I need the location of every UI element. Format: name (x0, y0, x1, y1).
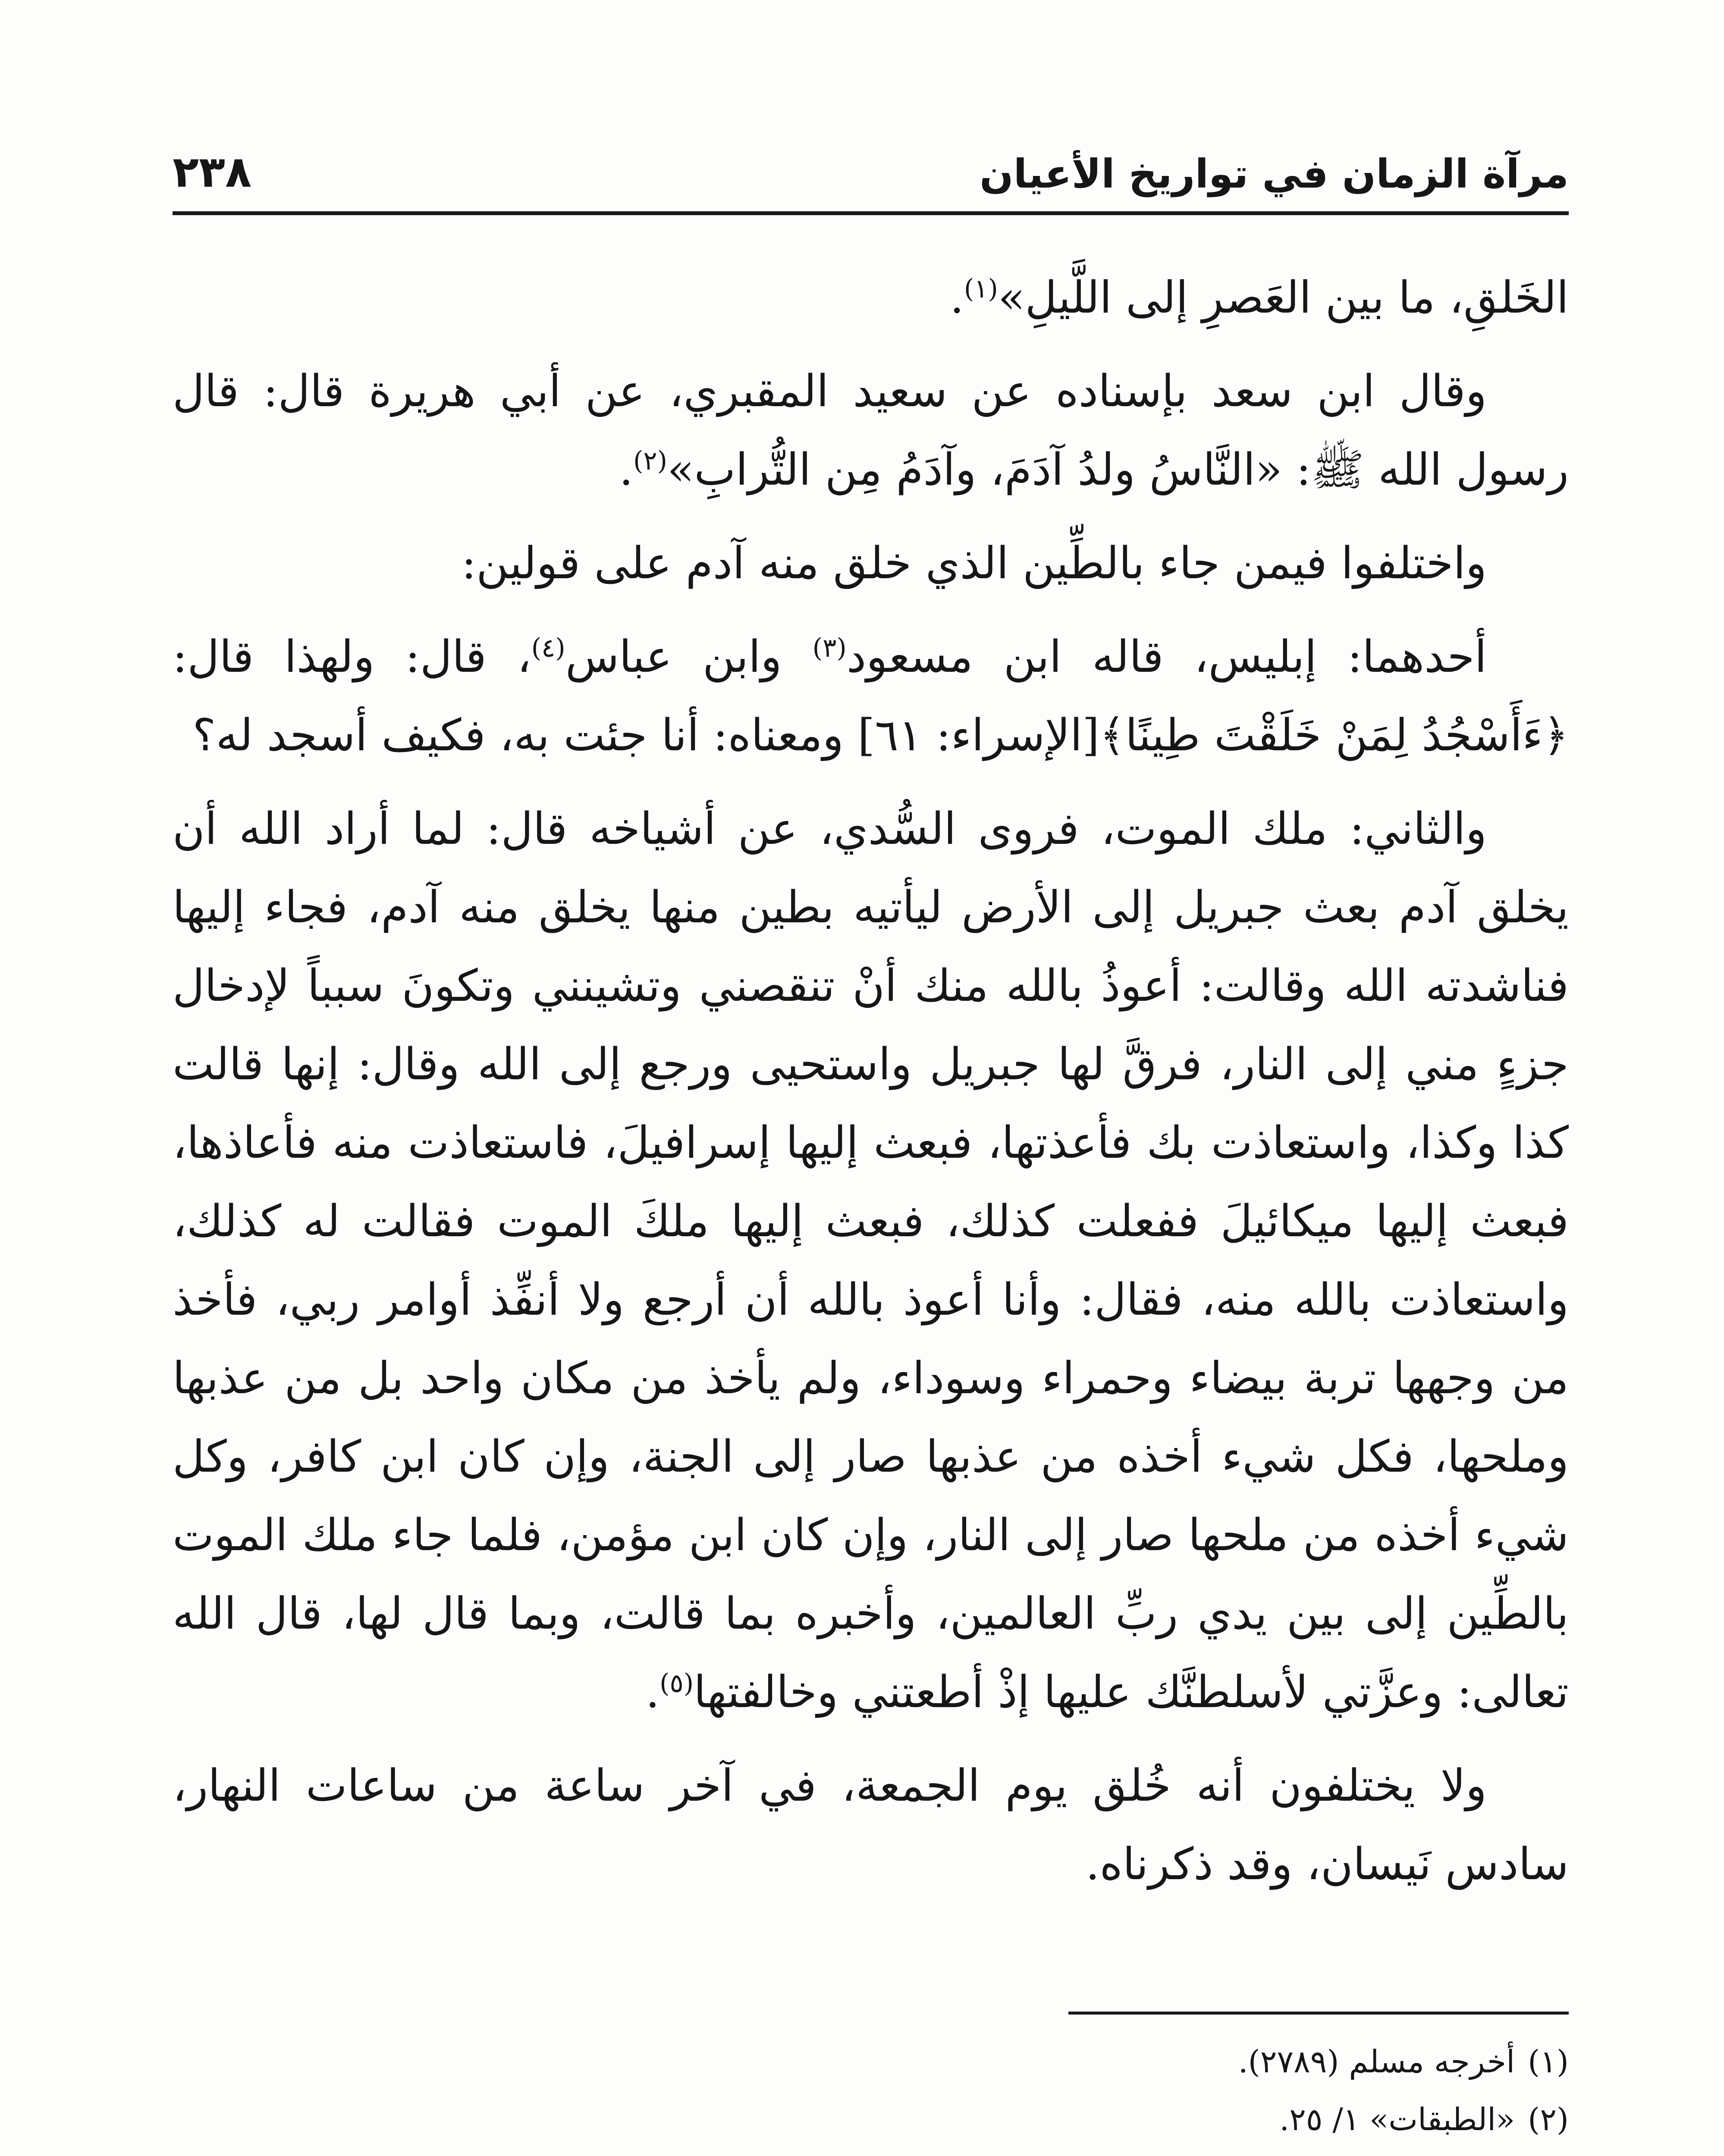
paragraph-1-text: الخَلقِ، ما بين العَصرِ إلى اللَّيلِ» (998, 272, 1569, 323)
paragraph-5: والثاني: ملك الموت، فروى السُّدي، عن أشياخه قال: لما أراد الله أن يخلق آدم بعث جبريل إلى الأرض ليأتيه بطين منها يخلق منه آدم، فجاء إليها فناشدته الله وقالت: أعوذُ بالله منك أنْ تنقصني وتشينني وتكونَ سبباً لإدخال جزءٍ مني إلى النار، فرقَّ لها جبريل واستحيى ورجع إلى الله وقال: إنها قالت كذا وكذا، واستعاذت بك فأعذتها، فبعث إليها إسرافيلَ، فاستعاذت منه فأعاذها، فبعث إليها ميكائيلَ ففعلت كذلك، فبعث إليها ملكَ الموت فقالت له كذلك، واستعاذت بالله منه، فقال: وأنا أعوذ بالله أن أرجع ولا أنفِّذ أوامر ربي، فأخذ من وجهها تربة بيضاء وحمراء وسوداء، ولم يأخذ من مكان واحد بل من عذبها وملحها، فكل شيء أخذه من عذبها صار إلى الجنة، وإن كان ابن كافر، وكل شيء أخذه من ملحها صار إلى النار، وإن كان ابن مؤمن، فلما جاء ملك الموت بالطِّين إلى بين يدي ربِّ العالمين، وأخبره بما قالت، وبما قال لها، قال الله تعالى: وعزَّتي لأسلطنَّك عليها إذْ أطعتني وخالفتها$^{(٥)}$. (173, 803, 1569, 1718)
footnote-number: (٢) (1528, 2101, 1569, 2137)
paragraph-2-text: وقال ابن سعد بإسناده عن سعيد المقبري، عن أبي هريرة قال: قال رسول الله ﷺ: «النَّاسُ ولدُ آدَمَ، وآدَمُ مِن التُّرابِ» (173, 366, 1569, 495)
paragraph-4 (173, 618, 1569, 775)
paragraph-4-text-a: أحدهما: إبليس، قاله ابن مسعود (846, 631, 1487, 683)
paragraph-4-text-c: ، قال: ولهذا قال: ﴿ءَأَسْجُدُ لِمَنْ خَلَقْتَ طِينًا﴾[الإسراء: ٦١] ومعناه: أنا جئت به، فكيف أسجد له؟ (173, 631, 1569, 761)
paragraph-1: الخَلقِ، ما بين العَصرِ إلى اللَّيلِ»$^{(١)}$. (950, 272, 1569, 323)
main-text (173, 259, 1569, 1919)
footnote-ref-4: (٤) (531, 633, 565, 663)
footnote-3 (173, 2151, 1569, 2156)
paragraph-3: واختلفوا فيمن جاء بالطِّين الذي خلق منه آدم على قولين: (461, 538, 1487, 589)
paragraph-2: وقال ابن سعد بإسناده عن سعيد المقبري، عن أبي هريرة قال: قال رسول الله ﷺ: «النَّاسُ ولدُ آدَمَ، وآدَمُ مِن التُّرابِ»$^{(٢)}$. (173, 366, 1569, 495)
page-header (173, 147, 1569, 215)
page-number: ٢٣٨ (173, 147, 252, 197)
footnote-ref-2: (٢) (633, 446, 668, 476)
footnote-text: «الطبقات» ١/ ٢٥. (1279, 2101, 1515, 2137)
footnote-text: أخرجه مسلم (٢٧٨٩). (1238, 2043, 1515, 2080)
footnote-ref-5: (٥) (659, 1668, 694, 1698)
paragraph-6: ولا يختلفون أنه خُلق يوم الجمعة، في آخر ساعة من ساعات النهار، سادس نَيسان، وقد ذكرناه. (173, 1760, 1569, 1890)
paragraph-5-text: والثاني: ملك الموت، فروى السُّدي، عن أشياخه قال: لما أراد الله أن يخلق آدم بعث جبريل إلى الأرض ليأتيه بطين منها يخلق منه آدم، فجاء إليها فناشدته الله وقالت: أعوذُ بالله منك أنْ تنقصني وتشينني وتكونَ سبباً لإدخال جزءٍ مني إلى النار، فرقَّ لها جبريل واستحيى ورجع إلى الله وقال: إنها قالت كذا وكذا، واستعاذت بك فأعذتها، فبعث إليها إسرافيلَ، فاستعاذت منه فأعاذها، فبعث إليها ميكائيلَ ففعلت كذلك، فبعث إليها ملكَ الموت فقالت له كذلك، واستعاذت بالله منه، فقال: وأنا أعوذ بالله أن أرجع ولا أنفِّذ أوامر ربي، فأخذ من وجهها تربة بيضاء وحمراء وسوداء، ولم يأخذ من مكان واحد بل من عذبها وملحها، فكل شيء أخذه من عذبها صار إلى الجنة، وإن كان ابن كافر، وكل شيء أخذه من ملحها صار إلى النار، وإن كان ابن مؤمن، فلما جاء ملك الموت بالطِّين إلى بين يدي ربِّ العالمين، وأخبره بما قالت، وبما قال لها، قال الله تعالى: وعزَّتي لأسلطنَّك عليها إذْ أطعتني وخالفتها (173, 803, 1569, 1718)
footnote-1 (173, 2035, 1569, 2088)
running-title: مرآة الزمان في تواريخ الأعيان (980, 151, 1569, 197)
footnote-2 (173, 2093, 1569, 2146)
footnote-ref-1: (١) (964, 274, 998, 304)
paragraph-4-text-b: وابن عباس (565, 631, 813, 683)
footnote-number: (١) (1528, 2043, 1569, 2080)
footnote-divider (1068, 2012, 1569, 2015)
footnotes (173, 2035, 1569, 2156)
footnote-ref-3: (٣) (812, 633, 847, 663)
